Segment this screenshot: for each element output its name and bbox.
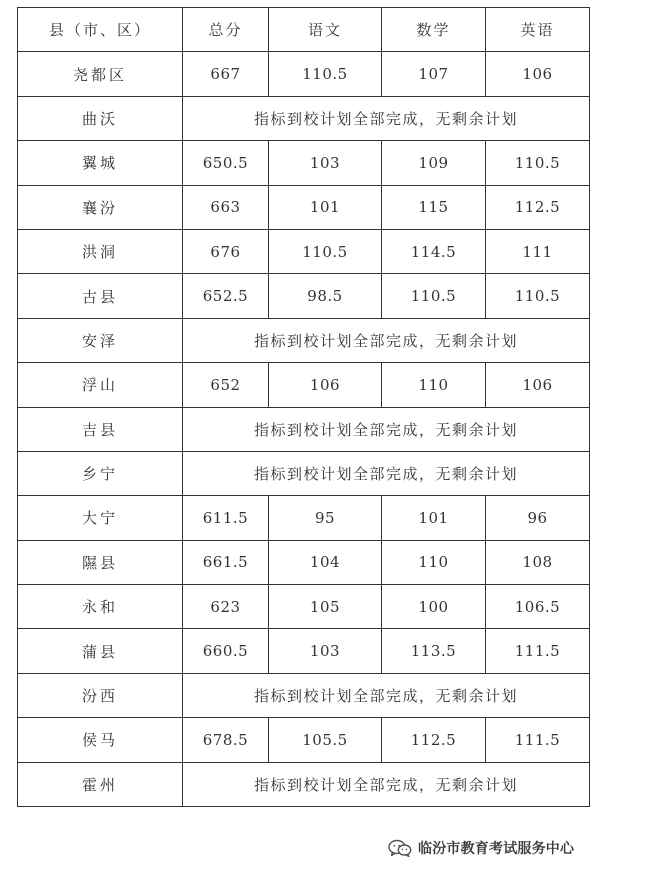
- total-score-cell: 660.5: [183, 629, 269, 673]
- chinese-score-cell: 98.5: [269, 274, 382, 318]
- county-cell: 蒲县: [18, 629, 183, 673]
- english-score-cell: 106: [486, 363, 590, 407]
- county-cell: 曲沃: [18, 96, 183, 140]
- chinese-score-cell: 104: [269, 540, 382, 584]
- county-cell: 乡宁: [18, 451, 183, 495]
- plan-complete-note: 指标到校计划全部完成，无剩余计划: [183, 451, 590, 495]
- plan-complete-note: 指标到校计划全部完成，无剩余计划: [183, 318, 590, 362]
- county-cell: 浮山: [18, 363, 183, 407]
- footer-source-text: 临汾市教育考试服务中心: [418, 841, 575, 857]
- table-row: [18, 762, 590, 806]
- county-cell: 吉县: [18, 407, 183, 451]
- math-score-cell: 101: [382, 496, 486, 540]
- table-row: [18, 540, 590, 584]
- county-cell: 隰县: [18, 540, 183, 584]
- header-total: 总分: [183, 8, 269, 52]
- total-score-cell: 611.5: [183, 496, 269, 540]
- county-cell: 翼城: [18, 141, 183, 185]
- county-cell: 汾西: [18, 673, 183, 717]
- chinese-score-cell: 105: [269, 585, 382, 629]
- english-score-cell: 106.5: [486, 585, 590, 629]
- chinese-score-cell: 95: [269, 496, 382, 540]
- chinese-score-cell: 106: [269, 363, 382, 407]
- table-row: [18, 274, 590, 318]
- total-score-cell: 678.5: [183, 718, 269, 762]
- chinese-score-cell: 110.5: [269, 229, 382, 273]
- english-score-cell: 108: [486, 540, 590, 584]
- chinese-score-cell: 105.5: [269, 718, 382, 762]
- chinese-score-cell: 103: [269, 141, 382, 185]
- table-row: [18, 229, 590, 273]
- table-row: [18, 141, 590, 185]
- chinese-score-cell: 103: [269, 629, 382, 673]
- county-cell: 洪洞: [18, 229, 183, 273]
- header-english: 英语: [486, 8, 590, 52]
- county-cell: 襄汾: [18, 185, 183, 229]
- math-score-cell: 109: [382, 141, 486, 185]
- math-score-cell: 107: [382, 52, 486, 96]
- math-score-cell: 100: [382, 585, 486, 629]
- plan-complete-note: 指标到校计划全部完成，无剩余计划: [183, 673, 590, 717]
- table-row: [18, 496, 590, 540]
- total-score-cell: 652: [183, 363, 269, 407]
- math-score-cell: 113.5: [382, 629, 486, 673]
- table-row: [18, 673, 590, 717]
- math-score-cell: 110: [382, 363, 486, 407]
- math-score-cell: 110: [382, 540, 486, 584]
- plan-complete-note: 指标到校计划全部完成，无剩余计划: [183, 96, 590, 140]
- county-cell: 侯马: [18, 718, 183, 762]
- english-score-cell: 111: [486, 229, 590, 273]
- total-score-cell: 623: [183, 585, 269, 629]
- english-score-cell: 111.5: [486, 718, 590, 762]
- english-score-cell: 111.5: [486, 629, 590, 673]
- header-math: 数学: [382, 8, 486, 52]
- county-cell: 霍州: [18, 762, 183, 806]
- table-row: [18, 318, 590, 362]
- table-row: [18, 363, 590, 407]
- table-row: [18, 585, 590, 629]
- score-table: [17, 7, 590, 807]
- chinese-score-cell: 101: [269, 185, 382, 229]
- english-score-cell: 96: [486, 496, 590, 540]
- total-score-cell: 676: [183, 229, 269, 273]
- table-row: [18, 185, 590, 229]
- total-score-cell: 652.5: [183, 274, 269, 318]
- english-score-cell: 112.5: [486, 185, 590, 229]
- source-footer: [388, 836, 574, 860]
- header-chinese: 语文: [269, 8, 382, 52]
- english-score-cell: 106: [486, 52, 590, 96]
- table-row: [18, 52, 590, 96]
- county-cell: 大宁: [18, 496, 183, 540]
- plan-complete-note: 指标到校计划全部完成，无剩余计划: [183, 407, 590, 451]
- english-score-cell: 110.5: [486, 141, 590, 185]
- math-score-cell: 114.5: [382, 229, 486, 273]
- table-row: [18, 718, 590, 762]
- english-score-cell: 110.5: [486, 274, 590, 318]
- county-cell: 古县: [18, 274, 183, 318]
- total-score-cell: 650.5: [183, 141, 269, 185]
- table-row: [18, 629, 590, 673]
- plan-complete-note: 指标到校计划全部完成，无剩余计划: [183, 762, 590, 806]
- county-cell: 永和: [18, 585, 183, 629]
- table-row: [18, 451, 590, 495]
- table-body: [18, 52, 590, 807]
- table-header-row: [18, 8, 590, 52]
- wechat-icon: [388, 839, 412, 857]
- chinese-score-cell: 110.5: [269, 52, 382, 96]
- header-county: 县（市、区）: [18, 8, 183, 52]
- county-cell: 尧都区: [18, 52, 183, 96]
- math-score-cell: 115: [382, 185, 486, 229]
- table-row: [18, 407, 590, 451]
- math-score-cell: 110.5: [382, 274, 486, 318]
- total-score-cell: 667: [183, 52, 269, 96]
- total-score-cell: 661.5: [183, 540, 269, 584]
- table-row: [18, 96, 590, 140]
- math-score-cell: 112.5: [382, 718, 486, 762]
- total-score-cell: 663: [183, 185, 269, 229]
- county-cell: 安泽: [18, 318, 183, 362]
